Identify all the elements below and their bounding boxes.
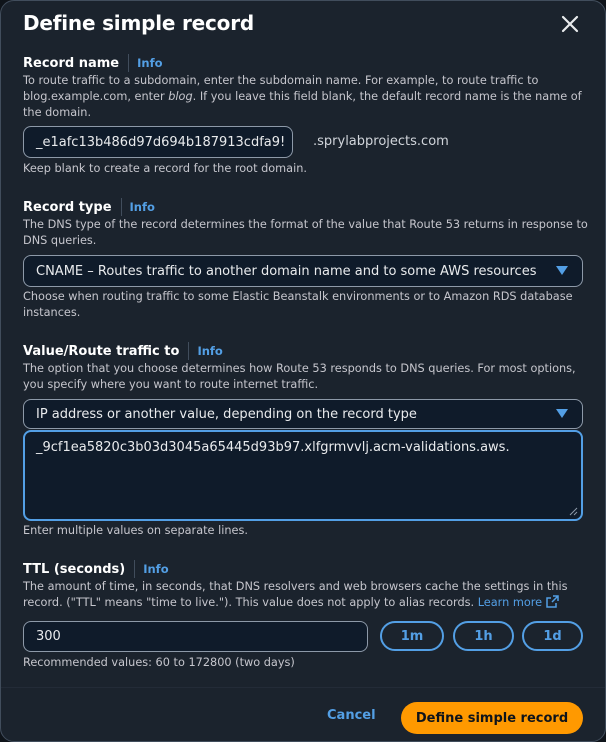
record-name-description [23,73,589,121]
dialog-title: Define simple record [23,11,254,35]
value-hint: Enter multiple values on separate lines. [23,524,248,537]
ttl-input[interactable]: 300 [23,621,368,652]
ttl-hint: Recommended values: 60 to 172800 (two days) [23,656,295,669]
record-name-description-emphasis: blog [168,90,193,103]
divider [188,342,189,360]
caret-down-icon [556,409,568,419]
cancel-button[interactable]: Cancel [327,708,376,723]
record-name-info-link[interactable]: Info [137,56,163,70]
ttl-info-link[interactable]: Info [143,562,169,576]
record-name-label: Record name [23,55,120,71]
record-name-label-row [23,54,162,72]
record-type-description: The DNS type of the record determines the format of the value that Route 53 returns in response to DNS queries. [23,218,588,247]
value-description: The option that you choose determines how Route 53 responds to DNS queries. For most options, you specify where you want to route internet traffic. [23,362,576,391]
external-link-icon [546,595,559,608]
record-type-select[interactable] [23,255,583,287]
footer-divider [1,687,605,688]
divider [128,54,129,72]
ttl-1m-button[interactable]: 1m [380,621,444,651]
routing-type-selected-value: IP address or another value, depending on the record type [36,406,417,422]
learn-more-label: Learn more [477,596,543,609]
record-type-hint: Choose when routing traffic to some Elastic Beanstalk environments or to Amazon RDS database instances. [23,290,573,319]
divider [121,198,122,216]
record-name-hint: Keep blank to create a record for the root domain. [23,162,307,175]
ttl-description-text: The amount of time, in seconds, that DNS resolvers and web browsers cache the settings in this record. ("TTL" means "time to live."). This value does not apply to alias records. [23,580,568,609]
value-label-row [23,342,223,360]
record-name-description-text-1: To route traffic to a subdomain, enter the subdomain name. For example, to route traffic to blog.example.com, enter [23,74,539,103]
record-name-input[interactable]: _e1afc13b486d97d694b187913cdfa9! [23,126,293,158]
record-type-selected-value: CNAME – Routes traffic to another domain name and to some AWS resources [36,263,537,279]
ttl-1h-button[interactable]: 1h [453,621,514,651]
value-textarea[interactable] [23,430,583,521]
caret-down-icon [556,266,568,276]
record-type-info-link[interactable]: Info [129,200,155,214]
close-icon[interactable] [558,12,582,36]
ttl-label-row [23,560,169,578]
domain-suffix: .sprylabprojects.com [313,134,449,149]
record-name-description-text-2: . If you leave this field blank, the default record name is the name of the domain. [23,90,582,119]
record-type-label-row [23,198,155,216]
value-text: _9cf1ea5820c3b03d3045a65445d93b97.xlfgrmvvlj.acm-validations.aws. [36,440,510,455]
routing-type-select[interactable] [23,399,583,429]
ttl-1d-button[interactable]: 1d [522,621,583,651]
resize-handle-icon[interactable] [569,507,578,516]
divider [134,560,135,578]
ttl-description [23,579,589,611]
value-info-link[interactable]: Info [197,344,223,358]
ttl-label: TTL (seconds) [23,561,126,577]
learn-more-link[interactable] [478,596,559,609]
define-simple-record-button[interactable]: Define simple record [401,702,583,734]
record-type-label: Record type [23,199,112,215]
value-label: Value/Route traffic to [23,343,180,359]
